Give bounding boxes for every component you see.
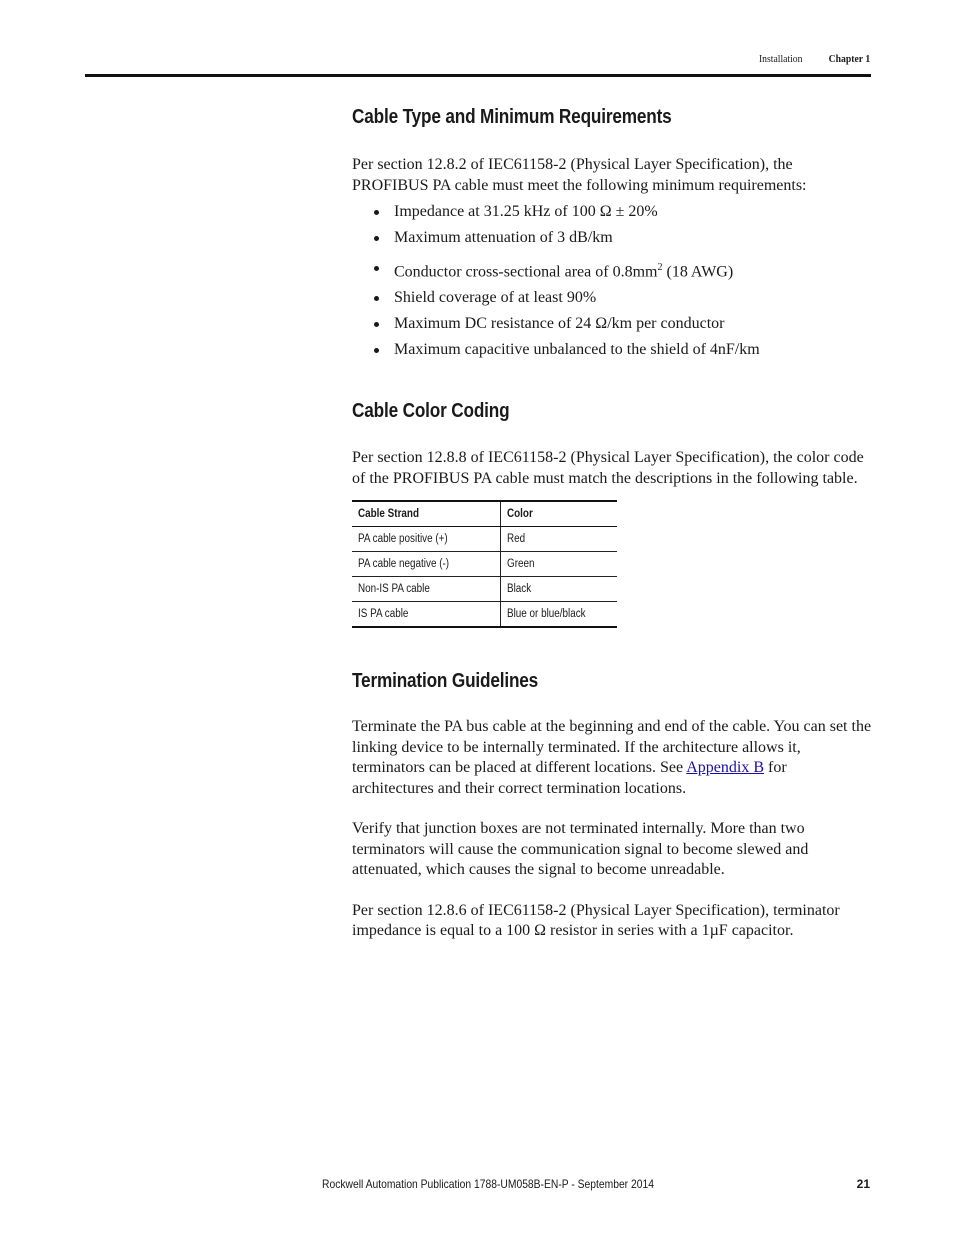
cable-type-intro: Per section 12.8.2 of IEC61158-2 (Physical Layer Specification), the PROFIBUS PA cable must meet the following minimum requirements: <box>352 156 807 194</box>
page-number: 21 <box>856 1177 870 1191</box>
cable-color-table <box>352 500 617 628</box>
header-rule <box>85 74 871 77</box>
running-header <box>753 53 870 65</box>
table-header-row <box>352 501 617 527</box>
table-cell: PA cable positive (+) <box>358 533 448 546</box>
table-cell: PA cable negative (-) <box>358 558 450 571</box>
list-item: Shield coverage of at least 90% <box>352 288 872 308</box>
list-item: Maximum attenuation of 3 dB/km <box>352 228 872 248</box>
list-item: Conductor cross-sectional area of $0.8mm^2$ (18 AWG) <box>352 258 872 282</box>
bullet-icon <box>374 266 379 271</box>
termination-paragraph-2: Verify that junction boxes are not terminated internally. More than two terminators will cause the communication signal to become slewed and attenuated, which causes the signal to become unreadable. <box>352 820 809 879</box>
list-item: Maximum DC resistance of 24 Ω/km per conductor <box>352 314 872 334</box>
table-row <box>352 552 617 577</box>
page-content <box>352 106 872 942</box>
footer-publication: Rockwell Automation Publication 1788-UM058B-EN-P - September 2014 <box>322 1177 654 1191</box>
table-cell: IS PA cable <box>358 608 409 621</box>
heading-cable-type: Cable Type and Minimum Requirements <box>352 106 672 128</box>
bullet-icon <box>374 236 379 241</box>
color-coding-intro: Per section 12.8.8 of IEC61158-2 (Physical Layer Specification), the color code of the PROFIBUS PA cable must match the descriptions in the following table. <box>352 449 864 487</box>
column-header: Color <box>507 508 533 521</box>
table-row <box>352 527 617 552</box>
table-cell: Black <box>507 583 532 596</box>
table-cell: Green <box>507 558 535 571</box>
header-chapter-label: Chapter 1 <box>828 53 870 65</box>
heading-termination: Termination Guidelines <box>352 670 539 693</box>
list-item: Maximum capacitive unbalanced to the shield of 4nF/km <box>352 340 872 360</box>
bullet-icon <box>374 348 379 353</box>
header-section-name: Installation <box>758 53 803 65</box>
bullet-icon <box>374 210 379 215</box>
table-cell: Blue or blue/black <box>507 608 586 621</box>
column-header: Cable Strand <box>358 508 420 521</box>
termination-paragraph-1: Terminate the PA bus cable at the beginning and end of the cable. You can set the linking device to be internally terminated. If the architecture allows it, terminators can be placed at different locations. See Appendix B for architectures and their correct termination locations. <box>352 718 872 797</box>
termination-paragraph-3: Per section 12.8.6 of IEC61158-2 (Physical Layer Specification), terminator impedance is equal to a 100 Ω resistor in series with a 1µF capacitor. <box>352 901 840 940</box>
heading-color-coding: Cable Color Coding <box>352 400 510 423</box>
appendix-b-link[interactable]: Appendix B <box>686 759 765 777</box>
list-item: Impedance at 31.25 kHz of 100 Ω ± 20% <box>352 202 872 222</box>
table-cell: Red <box>507 533 526 546</box>
bullet-icon <box>374 296 379 301</box>
bullet-icon <box>374 322 379 327</box>
table-row <box>352 577 617 602</box>
requirements-list <box>352 202 872 360</box>
table-cell: Non-IS PA cable <box>358 583 430 596</box>
table-row <box>352 602 617 628</box>
